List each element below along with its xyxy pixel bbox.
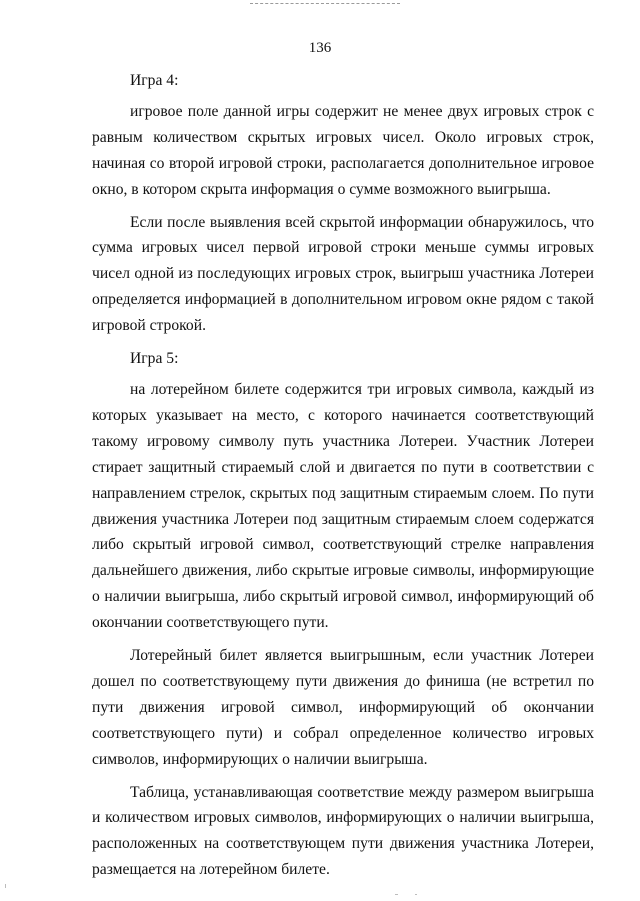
game-5-heading: Игра 5: [130,350,179,368]
scan-artifact [415,894,417,895]
game-4-description: игровое поле данной игры содержит не менее двух игровых строк с равным количеством скрытых игровых чисел. Около игровых строк, начиная со второй игровой строки, располагается дополнительное игровое окно, в котором скрыта информация о сумме возможного выигрыша. [92,102,594,198]
scan-artifact [5,884,6,888]
scan-artifact [395,894,398,895]
document-body [92,68,594,883]
page-number: 136 [308,40,332,56]
game-5-description: на лотерейном билете содержится три игровых символа, каждый из которых указывает на место, с которого начинается соответствующий такому игровому символу путь участника Лотереи. Участник Лотереи стирает защитный стираемый слой и двигается по пути в соответствии с направлением стрелок, скрытых под защитным стираемым слоем. По пути движения участника Лотереи под защитным стираемым слоем содержатся либо скрытый игровой символ, соответствующий стрелке направления дальнейшего движения, либо скрытые игровые символы, информирующие о наличии выигрыша, либо скрытый игровой символ, информирующий об окончании соответствующего пути. [92,380,594,632]
game-5-winning-rule: Лотерейный билет является выигрышным, если участник Лотереи дошел по соответствующему пути движения до финиша (не встретил по пути движения игровой символ, информирующий об окончании соответствующего пути) и собрал определенное количество игровых символов, информирующих о наличии выигрыша. [92,647,594,768]
game-4-heading: Игра 4: [130,72,179,89]
scan-top-edge [250,3,400,4]
game-4-winning-rule: Если после выявления всей скрытой информации обнаружилось, что сумма игровых чисел первой игровой строки меньше суммы игровых чисел одной из последующих игровых строк, выигрыш участника Лотереи определяется информацией в дополнительном игровом окне рядом с такой игровой строкой. [92,213,594,335]
game-5-prize-table-note: Таблица, устанавливающая соответствие между размером выигрыша и количеством игровых символов, информирующих о наличии выигрыша, расположенных на соответствующем пути движения участника Лотереи, размещается на лотерейном билете. [92,783,594,879]
